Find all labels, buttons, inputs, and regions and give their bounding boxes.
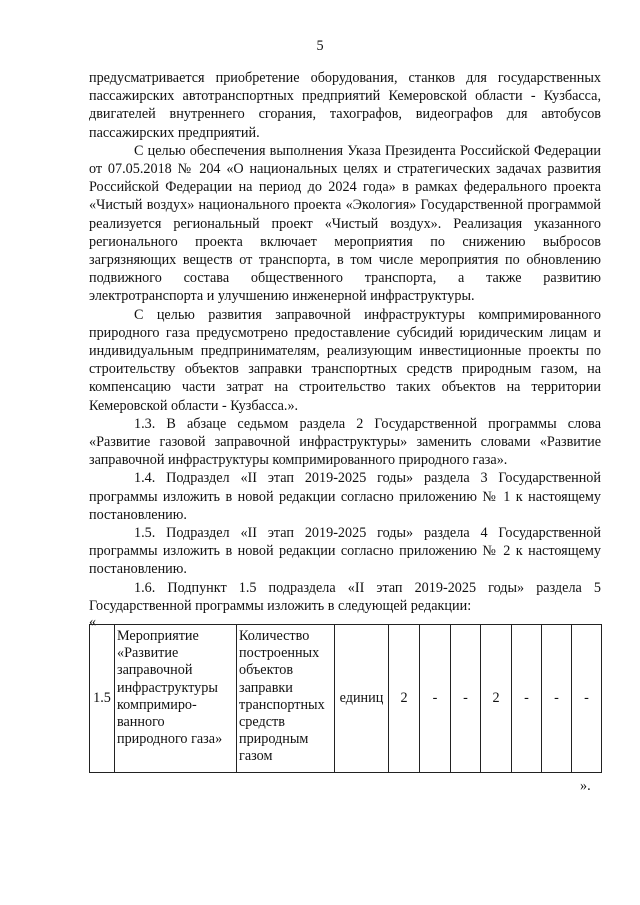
value-cell: -	[451, 625, 481, 773]
paragraph-7: 1.6. Подпункт 1.5 подраздела «II этап 2019-2025 годы» раздела 5 Государственной программы изложить в следующей редакции:	[89, 579, 601, 614]
opening-quote: «	[89, 614, 97, 631]
paragraph-1: предусматривается приобретение оборудования, станков для государственных пассажирских автотранспортных предприятий Кемеровской области - Кузбасса, двигателей внутреннего сгорания, тахографов, видеографов для автобусов пассажирских предприятий.	[89, 70, 601, 141]
value-cell: -	[420, 625, 451, 773]
event-name: Мероприятие «Развитие заправочной инфраструктуры компримиро-ванного природного газа»	[115, 625, 237, 773]
closing-quote: ».	[580, 778, 591, 794]
paragraph-4: 1.3. В абзаце седьмом раздела 2 Государственной программы слова «Развитие газовой заправочной инфраструктуры» заменить словами «Развитие заправочной инфраструктуры компримированного природного газа».	[89, 415, 601, 469]
body-text	[89, 69, 601, 629]
unit: единиц	[335, 625, 389, 773]
paragraph-2: С целью обеспечения выполнения Указа Президента Российской Федерации от 07.05.2018 № 204 «О национальных целях и стратегических задачах развития Российской Федерации на период до 2024 года» в рамках федерального проекта «Чистый воздух» национального проекта «Экология» Государственной программой реализуется региональный проект «Чистый воздух». Реализация указанного регионального проекта включает мероприятия по снижению выбросов загрязняющих веществ от транспорта, в том числе мероприятия по обновлению подвижного состава общественного транспорта, а также развитию электротранспорта и улучшению инженерной инфраструктуры.	[89, 142, 601, 305]
paragraph-5: 1.4. Подраздел «II этап 2019-2025 годы» раздела 3 Государственной программы изложить в новой редакции согласно приложению № 1 к настоящему постановлению.	[89, 470, 601, 523]
indicator-name: Количество построенных объектов заправки транспортных средств природным газом	[237, 625, 335, 773]
value-cell: -	[542, 625, 572, 773]
paragraph-6: 1.5. Подраздел «II этап 2019-2025 годы» раздела 4 Государственной программы изложить в новой редакции согласно приложению № 2 к настоящему постановлению.	[89, 525, 601, 578]
page-number: 5	[316, 38, 324, 54]
paragraph-3: С целью развития заправочной инфраструктуры компримированного природного газа предусмотрено предоставление субсидий юридическим лицам и индивидуальным предпринимателям, реализующим инвестиционные проекты по строительству объектов заправки транспортных средств природным газом, на компенсацию части затрат на строительство таких объектов на территории Кемеровской области - Кузбасса.».	[89, 306, 601, 414]
value-cell: -	[512, 625, 542, 773]
table-row	[90, 625, 602, 773]
value-cell: 2	[481, 625, 512, 773]
program-table	[89, 624, 602, 773]
row-number: 1.5	[90, 625, 115, 773]
value-cell: -	[572, 625, 602, 773]
value-cell: 2	[389, 625, 420, 773]
